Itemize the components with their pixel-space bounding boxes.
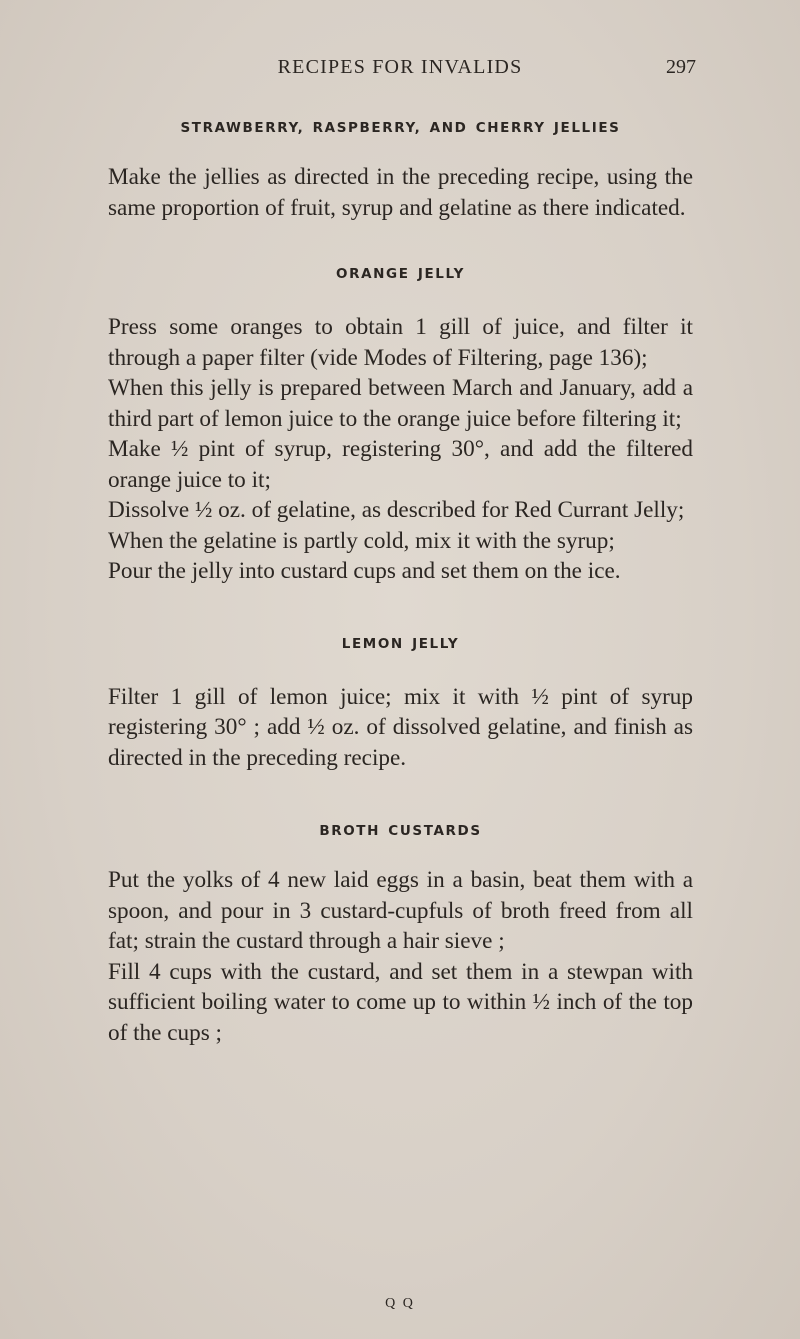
page-number: 297 (666, 56, 696, 78)
recipe-paragraph: Dissolve ½ oz. of gelatine, as described for Red Currant Jelly; (108, 497, 685, 523)
recipe-paragraph: Make ½ pint of syrup, registering 30°, and add the filtered orange juice to it; (108, 436, 693, 493)
section-title: BROTH CUSTARDS (319, 823, 482, 839)
recipe-paragraph: Press some oranges to obtain 1 gill of juice, and filter it through a paper filter (vide Modes of Filtering, page 136); (108, 314, 693, 371)
section-title: STRAWBERRY, RASPBERRY, AND CHERRY JELLIES (180, 120, 621, 136)
recipe-paragraph: When the gelatine is partly cold, mix it with the syrup; (108, 527, 615, 554)
recipe-paragraph: Fill 4 cups with the custard, and set them in a stewpan with sufficient boiling water to come up to within ½ inch of the top of the cups ; (108, 958, 693, 1046)
recipe-paragraph: Pour the jelly into custard cups and set them on the ice. (108, 558, 621, 584)
page-content (108, 120, 693, 1048)
section-title: ORANGE JELLY (336, 266, 465, 282)
section-title: LEMON JELLY (341, 635, 460, 652)
recipe-paragraph: Filter 1 gill of lemon juice; mix it with ½ pint of syrup registering 30° ; add ½ oz. of dissolved gelatine, and finish as directed in the preceding recipe. (108, 683, 693, 771)
running-title: RECIPES FOR INVALIDS (277, 56, 523, 78)
recipe-paragraph: Put the yolks of 4 new laid eggs in a basin, beat them with a spoon, and pour in 3 custard-cupfuls of broth freed from all fat; strain the custard through a hair sieve ; (108, 867, 693, 954)
running-head (0, 56, 800, 86)
recipe-paragraph: Make the jellies as directed in the preceding recipe, using the same proportion of fruit, syrup and gelatine as there indicated. (108, 164, 693, 221)
signature-mark: Q Q (385, 1296, 415, 1311)
recipe-paragraph: When this jelly is prepared between March and January, add a third part of lemon juice to the orange juice before filtering it; (108, 375, 693, 432)
